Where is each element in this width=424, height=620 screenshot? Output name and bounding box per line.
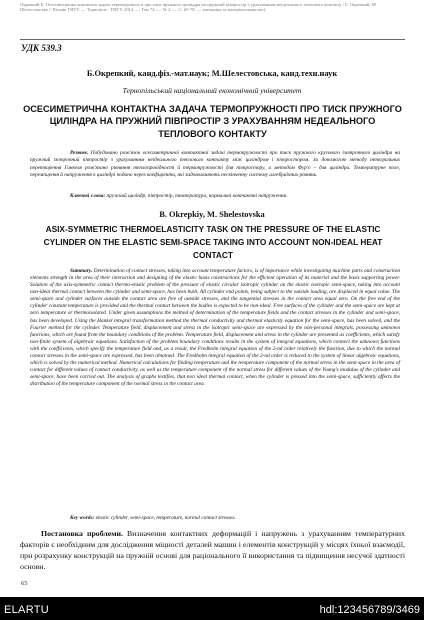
intro-text: Визначення контактних деформацій і напружень з урахуванням температурних факторів є необхідним для дослідження міцності деталей машин і елементів конструкцій у місцях їхньої взаємодії, при розрахунку конструкцій на пружній основі для раціонального її використання та підвищення несучої здатності основи. bbox=[20, 529, 405, 571]
keywords-ua-label: Ключові слова: bbox=[70, 193, 106, 199]
abstract-ukrainian bbox=[30, 150, 400, 179]
summary-text: Determination of contact stresses, taking into account temperature factors, is of importance while investigating machine parts and construction elements strength in the area of their interaction and designing of the elastic basis constructions for the efficient operation of its material and the basis supporting power. Solution of the axis-symmetric contact thermo-elastic problem of the pressure of elastic circular isotropic cylinder on the elastic isotropic semi-space, taking into account non-ideal thermal contact between the cylinder and semi-space, has been built. All cylinder end points, being subject to the outside loading, are displaced in equal value. The semi-space and cylinder surfaces outside the contact area are free of outside stresses, and the tangential stresses in the contact area equal zero. On the free end of the cylinder constant temperature is provided and the thermal contact between the bodies is expected to be non-ideal. Free surfaces of the cylinder and the semi-space are kept at zero temperature or thermoisolated. Under given assumptions the method of determination of the temperature fields and the contact stresses in the cylinder and semi-space, has been developed. Using the Hankel integral transformation method the thermal conductivity and thermal elasticity equation for the semi-space, has been solved, and the Fourier method for the cylinder. Temperature field, displacement and stress in the isotropic semi-space are expressed by the non-personal integrals, possessing unknown functions, which are found from the boundary conditions of the problem. Temperature field, displacement and stress in the cylinder are presented as coefficients, which satisfy non-finite system of algebraic equations. Satisfaction of the problem boundary conditions results in the system of integral equations, which connect the unknown functions with the coefficients, which specify the temperature field and, as a result, the Fredholm integral equation of the 2-nd order relatively the function, due to which the normal contact stresses in the semi-space are expressed, has been obtained. The Fredholm integral equation of the 2-nd order is reduced to the system of linear algebraic equations, which is solved by the numerical method. Numerical calculations for finding temperature and the temperature component of the normal stress in the semi-space in the area of contact for different values of contact conductivity, as well as the temperature component of the normal stress for different values of the Young's modulus of the cylinder and semi-space, have been carried out. The analysis of graphs testifies, that non ideal thermal contact, when the cylinder is pressed into the semi-space, sufficiently affects the distribution of the temperature component of the normal stress in the contact area. bbox=[30, 268, 400, 388]
keywords-english bbox=[30, 515, 400, 522]
authors-english: B. Okrepkiy, M. Shelestovska bbox=[159, 210, 265, 219]
abstract-ua-text: Побудовано розв'язок осесиметричної контактної задачі термопружності про тиск пружного кругового ізотропного циліндра на пружний ізотропний півпростір з урахуванням неідеального теплового контакту між циліндром і півпростором. За допомогою методу інтегральних перетворення Ганкеля розв'язано рівняння теплопровідності й термопружності для півпростору, а методом Фур'є – для циліндра. Температурне поле, переміщення й напруження в циліндрі подано через коефіцієнти, які задовольняють нескінченну систему алгебраїчних рівнянь. bbox=[30, 150, 400, 178]
summary-english bbox=[30, 268, 400, 388]
keywords-ukrainian bbox=[30, 193, 400, 200]
intro-paragraph bbox=[20, 528, 405, 572]
keywords-en-label: Key words: bbox=[70, 515, 95, 521]
intro-label: Постановка проблеми. bbox=[41, 529, 123, 538]
summary-label: Summary. bbox=[70, 268, 93, 274]
title-ukrainian: ОСЕСИМЕТРИЧНА КОНТАКТНА ЗАДАЧА ТЕРМОПРУЖНОСТІ ПРО ТИСК ПРУЖНОГО ЦИЛІНДРА НА ПРУЖНИЙ ПІВПРОСТІР З УРАХУВАННЯМ НЕДЕАЛЬНОГО ТЕПЛОВОГО КОНТАКТУ bbox=[23, 104, 402, 139]
handle-identifier[interactable]: hdl:123456789/3469 bbox=[319, 604, 420, 616]
affiliation: Тернопільський національний економічний університет bbox=[122, 86, 302, 95]
abstract-ua-label: Резюме. bbox=[70, 150, 89, 156]
keywords-ua-text: пружний циліндр, півпростір, температура, нормальні контактні напруження. bbox=[105, 193, 288, 199]
citation-header: Окрепкий Б. Осесиметрична контактна задача термопружності про тиск пружного циліндра на пружний півпростір з урахуванням неідеального теплового контакту / Б. Окрепкий, М. Шелестовська // Вісник ТНТУ. — Тернопіль : ТНТУ, 2014. — Том 74. — № 2. — С. 65-78. — (механіка та матеріалознавство). bbox=[20, 2, 377, 13]
keywords-en-text: elastic cylinder, semi-space, temperature, normal contact stresses. bbox=[94, 515, 236, 521]
title-english: ASIX-SYMMETRIC THERMOELASTICITY TASK ON THE PRESSURE OF THE ELASTIC CYLINDER ON THE ELASTIC SEMI-SPACE TAKING INTO ACCOUNT NON-IDEAL HEAT CONTACT bbox=[43, 224, 383, 260]
udk-code: УДК 539.3 bbox=[21, 43, 62, 53]
header-rule bbox=[20, 39, 405, 40]
authors-ukrainian: Б.Окрепкий, канд.фіз.-мат.наук; М.Шелестовська, канд.техн.наук bbox=[86, 69, 338, 78]
repository-name: ELARTU bbox=[4, 604, 49, 616]
page-number: 65 bbox=[21, 580, 28, 587]
